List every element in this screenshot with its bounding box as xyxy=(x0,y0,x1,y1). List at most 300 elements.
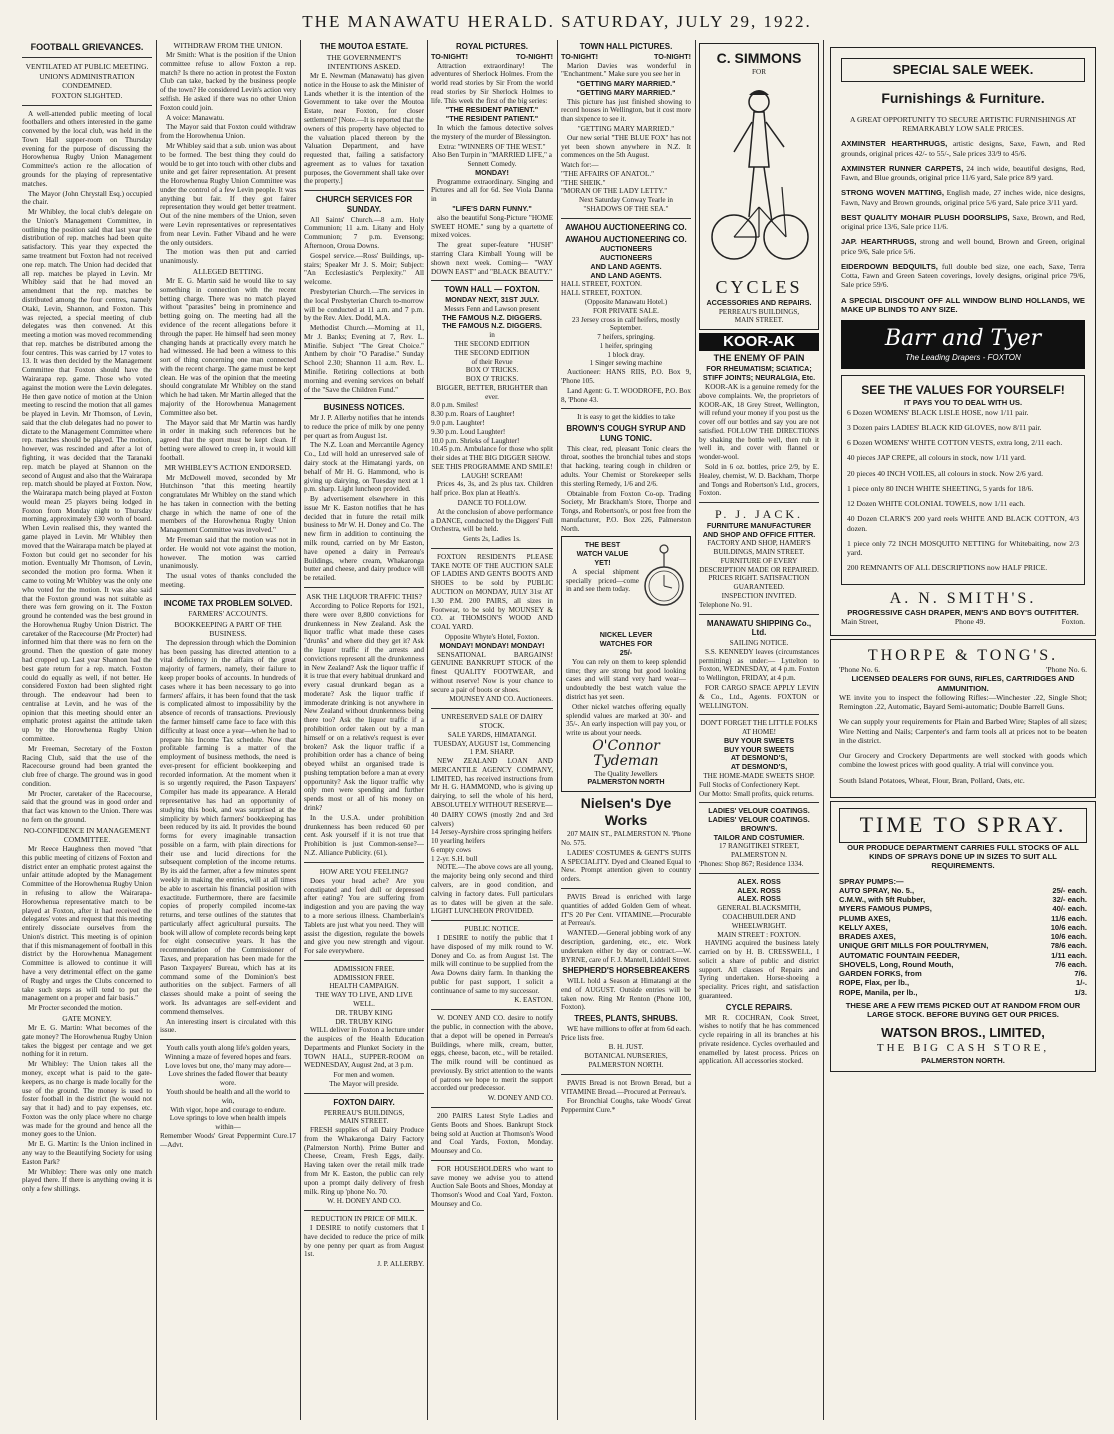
film-title: "GETTING MARY MARRIED." xyxy=(576,87,676,97)
ad-text: MR R. COCHRAN, Cook Street, wishes to notify that he has commenced cycle repairing in all its branches at his private residence. Cycles overhauled and enamelled by latest process. Prices on application. All accessories stocked. xyxy=(699,1013,819,1066)
film-title: "THE RESIDENT PATIENT." xyxy=(445,105,539,115)
ad-line: 1 Singer sewing machine xyxy=(589,359,663,368)
article-paragraph: Mr Procter seconded the motion. xyxy=(28,1004,123,1013)
ad-text: At the conclusion of above performance a DANCE, conducted by the Diggers' Full Orchestra, will be held. xyxy=(431,507,553,534)
ad-text: WE invite you to inspect the following Rifles:—Winchester .22, Single Shot; Remington .22, Automatic, Bayard Semi-automatic; Double Barrell Guns. xyxy=(839,692,1087,712)
ad-text: We can supply your requirements for Plain and Barbed Wire; Staples of all sizes; Wire Netting and Nails; Carpenter's and farm tools all at prices not to be beaten in the district. xyxy=(839,717,1087,745)
ad-title: A. N. SMITH'S. xyxy=(889,589,1037,607)
ad-line: PERREAU'S BUILDINGS, xyxy=(718,307,800,316)
ad-line: PROGRESSIVE CASH DRAPER, MEN'S AND BOY'S OUTFITTER. xyxy=(847,608,1079,618)
koorak-logo: KOOR-AK xyxy=(699,333,819,351)
ad-text: I DESIRE to notify the public that I have disposed of my milk round to W. Doney and Co. as from August 1st. The milk will continue to be supplied from the Awa Downs dairy farm. In thanking the public for past support, I solicit a continuance of same to my successor. xyxy=(431,933,553,995)
ad-title: FOXTON DAIRY. xyxy=(333,1097,395,1107)
ad-line: BUY YOUR SWEETS xyxy=(723,735,795,745)
sale-item: STRONG WOVEN MATTING, English made, 27 inches wide, nice designs, Fawn, Navy and Brown grounds, original price 5/6 yard, Sale price 3/11 yard. xyxy=(841,188,1086,207)
price-row: MYERS FAMOUS PUMPS, 40/- each. xyxy=(839,904,1087,914)
article-paragraph: Mr Reece Haughness then moved "that this public meeting of citizens of Foxton and district enter an emphatic protest against the unfair attitude adopted by the Management Committee of the Horowhenua Rugby Union in refusing to allow the Wairarapa-Horowhenua representative match to be played at Foxton, after it had received the delegates' votes and request that this meeting entirely dissociate ourselves from the Union's district. This meeting is of opinion that if this mismanagement of football in this district by the Horowhenua Management Committee is allowed to continue it will have a very detrimental effect on the game of Rugby and urges the Clubs concerned to take such steps as will tend to put the management on a proper and fair basis." xyxy=(22,845,152,1003)
price-row: SHOVELS, Long, Round Mouth, 7/6 each. xyxy=(839,959,1087,969)
ad-text: FRESH supplies of all Dairy Produce from the Whakaronga Dairy Factory (Palmerston North). Prime Butter and Cheese, Cream, Fresh Eggs, daily. Having taken over the retail milk trade from Mr K. Easton, the public can rely upon a prompt daily delivery of fresh milk. Ring up 'phone No. 70. xyxy=(304,1126,424,1196)
ad-line: AUCTIONEERS xyxy=(599,253,653,263)
value-item: 3 Dozen pairs LADIES' BLACK KID GLOVES, now 8/11 pair. xyxy=(847,422,1042,432)
ad-text: W. DONEY AND CO. desire to notify the public, in connection with the above, that a depot will be opened in Perreau's Buildings, where milk, cream, butter, eggs, cheese, bacon, etc., will be retailed. The milk round will be continued as previously. By strict attention to the wants of patrons we hope to merit the support accorded our predecessor. xyxy=(431,1014,553,1093)
ad-line: LADIES' VELOUR COATINGS. xyxy=(708,806,810,816)
ad-line: 'Phones: Shop 867; Residence 1334. xyxy=(699,860,804,869)
masthead: THE MANAWATU HERALD. SATURDAY, JULY 29, 1922. xyxy=(302,12,812,31)
column-rule xyxy=(427,40,428,1420)
ad-line: AT DESMOND'S, xyxy=(730,762,788,772)
article-paragraph: By advertisement elsewhere in this issue Mr K. Easton notifies that he has decided that in future the retail milk business to Mr W. H. Doney and Co. The new firm in addition to continuing the milk round, carried on by Mr Easton, have opened a dairy in Perreau's Buildings, where cream, Whakaronga butter and cheese, and dairy produce will be retailed. xyxy=(304,495,424,583)
value-item: 200 REMNANTS OF ALL DESCRIPTIONS now HALF PRICE. xyxy=(847,563,1048,573)
ad-line: FOR PRIVATE SALE. xyxy=(593,306,659,315)
subheading: BOOKKEEPING A PART OF THE BUSINESS. xyxy=(174,619,282,638)
ad-line: FOR xyxy=(752,68,766,77)
ad-line: BOX O' TRICKS. xyxy=(465,366,519,375)
ad-line: FACTORY AND SHOP, HAMER'S BUILDINGS, MAIN STREET. xyxy=(707,539,811,557)
ad-text: Our new serial "THE BLUE FOX" has not yet been shown anywhere in N.Z. It commences on the 5th August. xyxy=(561,133,691,160)
ad-text: Obtainable from Foxton Co-op. Trading Society, Mr Brackham's Store, Thorpe and Tongs, and Robertson's, or post free from the manufacturer, P.O. Box 226, Palmerston North. xyxy=(561,489,691,533)
ad-line: HALL STREET, FOXTON. xyxy=(561,289,642,298)
column-4 xyxy=(431,40,553,1430)
column-rule xyxy=(823,40,824,1420)
article-paragraph: An interesting insert is circulated with this issue. xyxy=(160,1017,296,1035)
ad-line: LADIES' VELOUR COATINGS. xyxy=(708,815,810,825)
ad-text: Other nickel watches offering equally splendid values are marked at 30/- and 35/-. An early inspection will pay you, or write us about your needs. xyxy=(566,702,686,738)
ad-text: I DESIRE to notify customers that I have decided to reduce the price of milk by one penny per quart as from August 1st. xyxy=(304,1223,424,1259)
verse-line: Youth calls youth along life's golden years, xyxy=(166,1044,290,1053)
ad-text: FOR CARGO SPACE APPLY LEVIN & Co., Ltd., Agents. FOXTON or WELLINGTON. xyxy=(699,683,819,710)
verse-line: Youth should be health and all the world to win, xyxy=(166,1087,290,1105)
ad-line: SALE YARDS, HIMATANGI. xyxy=(447,730,537,739)
ad-text: FOXTON RESIDENTS PLEASE TAKE NOTE OF THE AUCTION SALE OF LADIES AND GENTS BOOTS AND SHOES to be sold by PUBLIC AUCTION on MONDAY, JULY 31st AT 1.30 P.M. 200 PAIRS, all sizes in Footwear, to be sold by MOUNSEY & CO. at THOMSON'S WOOD AND COAL YARD. xyxy=(431,552,553,632)
ad-text: Land Agent: G. T. WOODROFE, P.O. Box 8, 'Phone 43. xyxy=(561,386,691,404)
ad-line: DON'T FORGET THE LITTLE FOLKS AT HOME! xyxy=(700,719,818,737)
ad-signature: J. P. ALLERBY. xyxy=(377,1260,424,1269)
ad-text: FOR HOUSEHOLDERS who want to save money we advise you to attend Auction Sale Boots and Shoes, Monday at Thomson's Wood and Coal Yard, Foxton. Mounsey and Co. xyxy=(431,1164,553,1209)
ad-title: TOWN HALL PICTURES. xyxy=(579,42,673,51)
ad-signature: W. H. DONEY AND CO. xyxy=(327,1197,401,1206)
ad-title: UNRESERVED SALE OF DAIRY STOCK. xyxy=(441,713,543,730)
ad-line: "MORAN OF THE LADY LETTY." xyxy=(561,187,668,196)
ad-title: TIME TO SPRAY. xyxy=(839,808,1087,843)
ad-text: In which the famous detective solves the mystery of the murder of Blessington. xyxy=(431,124,553,141)
ad-line: PALMERSTON NORTH. xyxy=(921,1055,1005,1065)
article-paragraph: Methodist Church.—Morning at 11, Mr J. Banks; Evening at 7, Rev. L. Minifie. Subject "The Great Choice." Anthem by choir "O Paradise." Sunday School 2.30; Shannon 11 a.m. Rev. L. Minifie. Retiring collections at both morning and evening services on behalf of the "Save the Children Fund." xyxy=(304,324,424,394)
ad-text: OUR PRODUCE DEPARTMENT CARRIES FULL STOCKS OF ALL KINDS OF SPRAYS DONE UP IN SIZES TO SUIT ALL REQUIREMENTS. xyxy=(847,842,1079,871)
ad-text: THESE ARE A FEW ITEMS PICKED OUT AT RANDOM FROM OUR LARGE STOCK. BEFORE BUYING GET OUR PRICES. xyxy=(845,1000,1081,1019)
verse-line: Love shrines the faded flower that beauty wore. xyxy=(168,1070,288,1088)
ad-text: Our Grocery and Crockery Departments are well stocked with goods which combine the lowest prices with good quality. A trial will convince you. xyxy=(839,751,1087,770)
ad-line: "THE AFFAIRS OF ANATOL." xyxy=(561,169,655,178)
article-paragraph: Mr E. Newman (Manawatu) has given notice in the House to ask the Minister of Lands whether it is the intention of the Government to take over the Moutoa Estate, near Foxton, for closer settlement? [Note.—It is reported that the owners of this property have objected to the valuation placed thereon by the Valuation Department, and have requested that, failing a satisfactory agreement as to values for taxation purposes, the Government shall take over the property.] xyxy=(304,72,424,186)
ad-line: THE SECOND EDITION xyxy=(454,339,530,348)
ad-line: AND LAND AGENTS. xyxy=(590,270,662,280)
ad-title: C. SIMMONS xyxy=(716,50,802,66)
ad-line: Opposite Whyte's Hotel, Foxton. xyxy=(444,632,540,641)
ad-line: 6 empty cows xyxy=(431,845,471,854)
ad-line: LICENSED DEALERS FOR GUNS, RIFLES, CARTRIDGES AND AMMUNITION. xyxy=(851,674,1075,693)
ad-text: LADIES' COSTUMES & GENT'S SUITS A SPECIALITY. Dyed and Cleaned Equal to New. Prompt attention given to country orders. xyxy=(561,848,691,884)
ad-text: WE have millions to offer at from 6d each. Price lists free. xyxy=(561,1024,691,1042)
ad-line: Phone 49. xyxy=(954,617,986,627)
ad-title: P. J. JACK. xyxy=(714,507,804,522)
ad-signature: K. EASTON. xyxy=(514,996,553,1005)
ad-line: ADMISSION FREE. xyxy=(333,973,395,982)
article-paragraph: Mr Whibley said that a sub. union was about to be formed. The best thing they could do would be to get into touch with other clubs and unite and get fairer representation. At present the Horowhenua Rugby Union Committee was under the control of a few Levin people. It was anything but fair. If they got fairer representation they would get better treatment. Out of the nine members of the Union, seven were Levin representatives or representatives from near Levin. Father Vibaud and he were the only outsiders. xyxy=(160,141,296,247)
ad-line: PRICES RIGHT. SATISFACTION GUARANTEED. xyxy=(708,574,810,592)
column-6 xyxy=(699,40,819,1430)
article-paragraph: Presbyterian Church.—The services in the local Presbyterian Church to-morrow will be conducted at 11 a.m. and 7 p.m. by the Rev. Alex. Dodd, M.A. xyxy=(304,287,424,323)
ad-line: THE SECOND EDITION xyxy=(454,348,530,357)
value-item: 6 Dozen WOMENS' BLACK LISLE HOSE, now 1/11 pair. xyxy=(847,407,1029,417)
ad-line: 40 DAIRY COWS (mostly 2nd and 3rd calvers) xyxy=(431,810,553,828)
ad-line: Telephone No. 91. xyxy=(699,600,752,609)
ad-line: ALEX. ROSS xyxy=(737,876,781,886)
column-rule xyxy=(156,40,157,1420)
ad-line: "THE SHEIK." xyxy=(561,178,606,187)
ad-text: Attraction extraordinary! The adventures of Sherlock Holmes. From the world read stories by Sir From the world read stories by Sir Sherlock Holmes to life. This week the first of the big series: xyxy=(431,61,553,105)
value-item: 40 Dozen CLARK'S 200 yard reels WHITE AND BLACK COTTON, 4/3 dozen. xyxy=(847,514,1079,533)
ad-signature: B. H. JUST. xyxy=(608,1043,644,1052)
ad-line: 14 Jersey-Ayrshire cross springing heifers xyxy=(431,828,552,837)
spray-ad xyxy=(830,801,1096,1072)
ad-text: South Island Potatoes, Wheat, Flour, Bran, Pollard, Oats, etc. xyxy=(839,775,1025,785)
ad-line: Our Motto: Small profits, quick returns. xyxy=(699,789,814,798)
ad-signature: MOUNSEY AND CO. Auctioneers. xyxy=(449,695,553,704)
ad-line: Next Saturday Conway Tearle in "SHADOWS OF THE SEA." xyxy=(579,196,673,214)
ad-text: Sold in 6 oz. bottles, price 2/9, by E. Healey, chemist, W. D. Backham, Thorpe and Tongs and Robertson's Ltd., grocers, Foxton. xyxy=(699,463,819,498)
price-row: BRADES AXES, 10/6 each. xyxy=(839,932,1087,941)
ad-line: IT PAYS YOU TO DEAL WITH US. xyxy=(903,398,1023,408)
ad-line: 10.45 p.m. Ambulance for those who split their sides at THE BIG DIGGER SHOW. xyxy=(431,445,553,463)
ad-line: BOX O' TRICKS. xyxy=(465,375,519,384)
ad-line: The Mayor will preside. xyxy=(329,1080,399,1089)
ad-line: AND LAND AGENTS. xyxy=(590,261,662,271)
pocket-watch-icon xyxy=(642,541,686,631)
ad-text: HAVING acquired the business lately carried on by H. B. CRESSWELL, I solicit a share of public and district support. All classes of Repairs and Tyring undertaken. Horse-shoeing a speciality. Prices right, and satisfaction guaranteed. xyxy=(699,939,819,1000)
ad-text: WILL deliver in Foxton a lecture under the auspices of the Health Education Departments and Plunket Society in the TOWN HALL, SUPPER-ROOM on WEDNESDAY, August 2nd, at 3 p.m. xyxy=(304,1026,424,1070)
ad-line: Watch for:— xyxy=(561,161,599,170)
ad-line: HEALTH CAMPAIGN. xyxy=(329,982,399,991)
ad-line: of their Revue xyxy=(471,357,513,366)
ad-line: Messrs Fenn and Lawson present xyxy=(444,304,540,313)
ad-line: DANCE TO FOLLOW. xyxy=(457,499,527,507)
film-title: "LIFE'S DARN FUNNY." xyxy=(452,204,532,214)
ad-text: Marion Davies was wonderful in "Enchantment." Make sure you see her in xyxy=(561,61,691,79)
verse-line: Remember Woods' Great Peppermint Cure.—Advt. xyxy=(160,1131,289,1149)
article-paragraph: Does your head ache? Are you constipated and feel dull or depressed after eating? You are suffering from indigestion and you are paving the way to a more serious illness. Chamberlain's Tablets are just what you need. They will assist the digestion, regulate the bowels and give you new strength and vigour. For sale everywhere. xyxy=(304,876,424,956)
price-row: GARDEN FORKS, from 7/6. xyxy=(839,969,1087,978)
special-sale-ad xyxy=(830,47,1096,636)
ad-line: AUCTIONEERS xyxy=(599,244,653,254)
deck: VENTILATED AT PUBLIC MEETING. xyxy=(25,61,149,71)
article-paragraph: The usual votes of thanks concluded the meeting. xyxy=(160,572,296,589)
ad-line: THE BEST xyxy=(584,540,621,550)
tonight-label: TO-NIGHT! xyxy=(516,51,553,61)
ad-line: (Opposite Manawatu Hotel.) xyxy=(584,298,668,306)
ad-title: TREES, PLANTS, SHRUBS. xyxy=(574,1014,678,1024)
ad-line: Also Ben Turpin in "MARRIED LIFE," a Sennett Comedy. xyxy=(432,151,552,169)
article-paragraph: Mr E. G. Martin said he would like to say something in connection with the recent betting charge. There was no match played without "parasites" being in prominence and betting going on. The meeting had all the evidence of the recent allegations before it through the paper. He himself had seen money changing hands at practically every match he had witnessed. He had been a witness to this sort of thing concerning one man connected with the recent charge. The game must be kept clean. He was of the opinion that the meeting should congratulate Mr Whibley on the stand which he had taken. Mr Martin alleged that the majority of the Horowhenua Management Committee also bet. xyxy=(160,277,296,417)
article-paragraph: All Saints' Church.—8 a.m. Holy Communion; 11 a.m. Litany and Holy Communion; 7 p.m. Evensong; Afternoon, Oroua Downs. xyxy=(304,215,424,251)
subheading: FARMERS' ACCOUNTS. xyxy=(188,609,268,619)
subheading: NO-CONFIDENCE IN MANAGEMENT COMMITTEE. xyxy=(23,825,151,844)
value-item: 20 pieces 40 INCH VOILES, all colours in stock. Now 2/6 yard. xyxy=(847,468,1044,478)
ad-text: PAVIS Bread is not Brown Bread, but a VITAMINE Bread.—Procured at Perreau's. xyxy=(561,1078,691,1096)
cyclist-illustration xyxy=(704,77,814,277)
ad-text: Auctioneer: HANS RIIS, P.O. Box 9, 'Phone 105. xyxy=(561,368,691,386)
article-paragraph: Mr Freeman, Secretary of the Foxton Racing Club, said that the use of the Racecourse ground had been granted the club free of charge. The ground was in good condition. xyxy=(22,744,152,788)
ad-line: THE WAY TO LIVE, AND LIVE WELL. xyxy=(315,991,413,1008)
ad-text: S.S. KENNEDY leaves (circumstances permitting) as under:— Lyttelton to Foxton, WEDNESDAY, at 4 p.m. Foxton to Wellington, FRIDAY, at 4 p.m. xyxy=(699,647,819,683)
ad-line: INSPECTION INVITED. xyxy=(721,592,797,601)
ad-line: HALL STREET, FOXTON. xyxy=(561,280,642,289)
ad-text: PAVIS Bread is enriched with large quantities of added Golden Gem of wheat. IT'S 20 Per Cent. VITAMINE.—Procurable at Perreau's. xyxy=(561,893,691,928)
ad-line: TAILOR AND COSTUMIER. xyxy=(713,832,805,842)
film-title: "GETTING MARY MARRIED." xyxy=(577,125,675,133)
ad-text: You can rely on them to keep splendid time; they are strong but good looking cases and will stand very hard wear—undoubtedly the best watch value the district has yet seen. xyxy=(566,657,686,701)
deck: FOXTON SLIGHTED. xyxy=(51,91,123,101)
simmons-ad xyxy=(699,43,819,330)
ad-line: WATCHES FOR xyxy=(599,639,653,649)
article-paragraph: The motion was then put and carried unanimously. xyxy=(160,248,296,266)
film-title: "THE RESIDENT PATIENT." xyxy=(445,114,539,124)
ad-title: ROYAL PICTURES. xyxy=(455,42,528,51)
article-paragraph: The Mayor (John Chrystall Esq.) occupied the chair. xyxy=(22,189,152,207)
ad-line: 7 heifers, springing. xyxy=(597,333,655,342)
article-paragraph: Gospel service.—Ross' Buildings, up-stairs; Speaker Mr J. S. Moir; Subject: "An Ecclesiastic's Perplexity." All welcome. xyxy=(304,251,424,287)
ad-line: DR. TRUBY KING xyxy=(335,1017,393,1026)
ad-line: AT DESMOND'S, xyxy=(730,753,788,763)
column-7 xyxy=(830,40,1096,1430)
ad-text: Programme extraordinary. Singing and Pictures and all for 6d. See Viola Danna in xyxy=(431,177,553,204)
ad-line: FURNITURE MANUFACTURER AND SHOP AND OFFICE FITTER. xyxy=(702,520,816,539)
column-5 xyxy=(561,40,691,1430)
article-paragraph: Mr Whibley, the local club's delegate on the Union's Management Committee, in outlining the position said that last year the distribution of rep. matches had been quite satisfactory. This year they expected the same treatment but Foxton had not received one rep. match. The Union had decided that all rep. matches be played in Levin. Mr Whibley said that he had moved an amendment that the rep. matches be distributed among the four centres, namely Otaki, Levin, Shannon, and Foxton. This was rejected, a special meeting of club delegates was then convened. At this meeting a motion was moved recommending that rep. matches be distributed among the four centres. This was carried by 17 votes to 13. It was then decided by the Management Committee that Foxton should have the Wairarapa rep. game. Those who voted against the motion were the Levin delegates. He then gave notice of motion at the Union meeting to rescind the motion that all games be played in Levin. Mr Thomson, of Levin, said that the club delegates had no power to dictate to the Management Committee where rep. matches should be played. The motion, however, was rescinded and after a lot of fighting, it was decided that the Taranaki rep. match be played at Shannon on the second of August and also that the Wairarapa rep. match should be played at Foxton. Now, the Wairarapa match being played at Foxton would mean 25 players being lodged in Foxton from Monday night to Thursday morning, approximately £30 worth of board. When Levin realised this, they wanted the game played in Levin. Mr Whibley then moved that the Wairarapa match be played at Foxton but could get no seconder for his motion. Eventually Mr Thomson, of Levin, seconded the motion pro forma. When it came to voting Mr Whibley was the only one who voted for the motion. It was also said that the Foxton ground was not suitable as there was fern growing on it. The Foxton ground he contended was the best ground in the Horowhenua Rugby Union District. The caretaker of the Racecourse (Mr Procter) had informed him that there was no fern on the ground. Then the question of gate money had cropped up. Last year Shannon had the best gate return for a rep. match. Foxton could do equally as well, if not better. He considered Foxton had been slighted right through. The endeavour had been to centralise at Levin, and he was of the opinion that this meeting should enter an emphatic protest against the attitude taken up by the Horowhenua Rugby Union committee. xyxy=(22,208,152,743)
ad-title: BROWN'S COUGH SYRUP AND LUNG TONIC. xyxy=(566,424,686,443)
ad-line: WATCH VALUE xyxy=(576,549,629,559)
article-paragraph: In the U.S.A. under prohibition drunkenness has been reduced 60 per cent. Ask yourself if it is not true that Prohibition is just Common-sense?—N.Z. Alliance Publicity. (61). xyxy=(304,813,424,857)
ad-line: 9.30 p.m. Loud Laughter! xyxy=(431,427,506,436)
ad-line: THE HOME-MADE SWEETS SHOP. xyxy=(703,772,815,781)
article-paragraph: Mr Whibley: There was only one match played there. If there is anything owing it is only a few shillings. xyxy=(22,1167,152,1194)
ad-text: A GREAT OPPORTUNITY TO SECURE ARTISTIC FURNISHINGS AT REMARKABLY LOW SALE PRICES. xyxy=(849,114,1076,134)
headline: INCOME TAX PROBLEM SOLVED. xyxy=(163,598,293,608)
ad-title: AWAHOU AUCTIONEERING CO. xyxy=(565,222,687,232)
column-1 xyxy=(22,40,152,1430)
watch-ad xyxy=(561,536,691,792)
ad-text: SENSATIONAL BARGAINS! GENUINE BANKRUPT STOCK of the finest QUALITY FOOTWEAR, and without reserve! Now is your chance to secure a pair of boots or shoes. xyxy=(431,650,553,694)
article-paragraph: Mr Freeman said that the motion was not in order. He would not vote against the motion, however. The motion was carried unanimously. xyxy=(160,536,296,571)
jeweller-logo: Tydeman xyxy=(593,753,659,770)
ad-line: 10 yearling heifers xyxy=(431,837,485,846)
article-paragraph: The depression through which the Dominion has been passing has directed attention to a vital deficiency in the affairs of the great majority of farmers, namely, their failure to keep proper books of accounts. In hundreds of cases where it has been necessary to go into farmers' affairs, it has been found that the task is complicated almost to impossibility by the absence of records of transactions. Previously the farmer himself came face to face with this difficulty at least once a year—when he had to prepare his Income Tax schedule. Now that profitable farming is a matter of the employment of business methods, the need is ever-present for efficient bookkeeping and recorded information. At the moment when it is so urgently required, the Pason Taxpayers' Compiler has made its appearance. A Herald representative has had an opportunity of studying this book, and was surprised at the simplicity by which farmers' bookkeeping has been reduced by its aid. It provides the bound forms for every imaginable transaction possible on a farm, with plain directions for their use and lucid directions for the subsequent completion of the income returns. By its aid the farmer, after a few minutes spent weekly in making the entries, will at all times be able to ascertain his financial position with exactitude. Furthermore, there are facsimile copies of properly compiled income-tax returns, and terse outlines of the statutes that particularly affect agricultural pursuits. The book will allow of complete records being kept for eight consecutive years. It has the recommendation of the Commissioner of Taxes, and preparation has been made for the Pason Taxpayers' Bureau, which has at its command some of the Dominion's best authorities on the subject. Farmers of all classes should make a point of seeing the work. Its advantages are self-evident and commend themselves. xyxy=(160,638,296,1016)
value-item: 6 Dozen WOMENS' WHITE COTTON VESTS, extra long, 2/11 each. xyxy=(847,438,1063,448)
ad-line: Main Street, xyxy=(841,617,879,627)
subheading: GATE MONEY. xyxy=(62,1013,112,1023)
ad-text: The great super-feature "HUSH" starring Clara Kimball Young will be shown next week. Coming— "WAY DOWN EAST" and "BLACK BEAUTY." xyxy=(431,241,553,276)
column-rule xyxy=(557,40,558,1420)
ad-text: WILL hold a Season at Himatangi at the end of AUGUST. Outside entries will be taken now. Ring Mr Renton (Phone 100, Foxton). xyxy=(561,977,691,1012)
ad-line: MONDAY! xyxy=(475,167,509,177)
article-paragraph: A well-attended public meeting of local footballers and others interested in the game convened by the local club, was held in the Town Hall supper-room on Thursday evening for the purpose of discussing the Horowhenua Rugby Union Management Committee's action re the allocation of grounds for the playing of representative matches. xyxy=(22,109,152,188)
ad-line: NICKEL LEVER xyxy=(599,630,653,640)
ad-text: WANTED.—General jobbing work of any description, gardening, etc., etc. Work undertaken either by day or contract.—W. BYRNE, care of F. J. Mantell, Liddell Street. xyxy=(561,929,691,964)
ad-signature: W. DONEY AND CO. xyxy=(487,1094,553,1103)
ad-text: For Bronchial Coughs, take Woods' Great Peppermint Cure.* xyxy=(561,1097,691,1115)
ad-text: This picture has just finished showing to record houses in Wellington, but it cost more than sixpence to see it. xyxy=(561,97,691,124)
price-row: KELLY AXES, 10/6 each. xyxy=(839,922,1087,932)
ad-line: THE FAMOUS N.Z. DIGGERS. xyxy=(442,321,542,331)
article-paragraph: Mr E. G. Martin: Is the Union inclined in any way to the Beautifying Society for using Easton Park? xyxy=(22,1140,152,1166)
ad-line: PERREAU'S BUILDINGS, xyxy=(323,1108,405,1117)
ad-line: ACCESSORIES AND REPAIRS. xyxy=(706,297,812,307)
ad-line: MONDAY NEXT, 31ST JULY. xyxy=(445,295,539,305)
ad-title: MANAWATU SHIPPING Co., Ltd. xyxy=(706,618,812,638)
ad-text: A SPECIAL DISCOUNT OFF ALL WINDOW BLIND HOLLANDS, WE MAKE UP BLINDS TO ANY SIZE. xyxy=(841,295,1085,314)
ad-line: 17 RANGITIKEI STREET, PALMERSTON N. xyxy=(719,842,799,860)
ad-line: in xyxy=(489,331,495,340)
article-paragraph: Mr Procter, caretaker of the Racecourse, said that the ground was in good order and that fact was known to the Union. There was no fern on the ground. xyxy=(22,789,152,825)
ad-line: 1 block dray. xyxy=(607,350,645,359)
value-item: 1 piece only 80 INCH WHITE SHEETING, 5 yards for 18/6. xyxy=(847,483,1034,493)
thorpe-tongs-ad xyxy=(830,639,1096,798)
subheading: MR WHIBLEY'S ACTION ENDORSED. xyxy=(164,463,292,473)
value-item: 1 piece only 72 INCH MOSQUITO NETTING for Whitebaiting, now 2/3 yard. xyxy=(847,538,1079,558)
article-paragraph: Mr E. G. Martin: What becomes of the gate money? The Horowhenua Rugby Union takes the biggest per centage and we get nothing for it in return. xyxy=(22,1024,152,1059)
ad-line: ADMISSION FREE. xyxy=(333,964,395,973)
value-item: 40 pieces JAP CREPE, all colours in stock, now 1/11 yard. xyxy=(847,453,1026,463)
ad-text: KOOR-AK is a genuine remedy for the above complaints. We, the proprietors of KOOR-AK, 18 Grey Street, Wellington, will refund your money if you post us the cover off our bottles and say you are not satisfied. FOLLOW THE DIRECTIONS by shaking the bottle well, then rub it well in, and cover with flannel or wonder-wool. xyxy=(699,382,819,462)
price-row: ROPE, Flax, per lb., 1/-. xyxy=(839,978,1087,988)
column-2 xyxy=(160,40,296,1430)
column-3 xyxy=(304,40,424,1430)
ad-line: TUESDAY, AUGUST 1st, Commencing 1 P.M. SHARP. xyxy=(433,739,551,757)
article-paragraph: Mr J. P. Allerby notifies that he intends to reduce the price of milk by one penny per quart as from August 1st. xyxy=(304,414,424,440)
ad-line: 1 2-yr. S.H. bull xyxy=(431,854,478,863)
article-paragraph: Mr McDowell moved, seconded by Mr Hutchinson "that this meeting heartily congratulates Mr Whibley on the stand which he has taken in connection with the betting charge in which the name of one of the members of the Horowhenua Rugby Union Management Committee was involved." xyxy=(160,473,296,535)
ad-line: MAIN STREET. xyxy=(734,316,784,325)
subheading: ALLEGED BETTING. xyxy=(192,266,264,276)
ad-title: SPECIAL SALE WEEK. xyxy=(841,58,1085,82)
ad-line: BUY YOUR SWEETS xyxy=(723,744,795,754)
ad-text: Prices 4s, 3s, and 2s plus tax. Children half price. Box plan at Heath's. xyxy=(431,480,553,498)
column-rule xyxy=(695,40,696,1420)
ad-title: Furnishings & Furniture. xyxy=(881,89,1045,106)
ad-line: 1 heifer, springing xyxy=(599,341,653,350)
ad-title: TOWN HALL — FOXTON. xyxy=(444,285,540,295)
ad-line: MONDAY! MONDAY! MONDAY! xyxy=(439,640,545,650)
value-item: 12 Dozen WHITE COLONIAL TOWELS, now 1/11 each. xyxy=(847,499,1026,509)
ad-line: 8.30 p.m. Roars of Laughter! xyxy=(431,410,515,419)
subheading: ASK THE LIQUOR TRAFFIC THIS? xyxy=(306,591,422,601)
ad-line: FOR RHEUMATISM; SCIATICA; STIFF JOINTS; NEURALGIA, Etc. xyxy=(702,364,816,383)
article-paragraph: The N.Z. Loan and Mercantile Agency Co., Ltd will hold an unreserved sale of dairy stock at the Himatangi yards, on behalf of Mr H. G. Hammond, who is giving up dairying, on Tuesday next at 1 p.m. sharp. Light luncheon provided. xyxy=(304,441,424,494)
ad-line: ALEX. ROSS xyxy=(737,894,781,904)
ad-line: MAIN STREET : FOXTON. xyxy=(717,930,801,939)
ad-title: Nielsen's Dye Works xyxy=(580,795,672,829)
ad-line: ALEX. ROSS xyxy=(737,885,781,895)
ad-line: SEE THIS PROGRAMME AND SMILE! LAUGH! SCREAM! xyxy=(431,462,553,480)
headline: BUSINESS NOTICES. xyxy=(323,403,405,413)
ad-text: NOTE.—The above cows are all young, the majority being only second and third calvers, are in good condition, and calving in factory dates. Full particulars as to dates will be given at the sale. LIGHT LUNCHEON PROVIDED. xyxy=(431,863,553,916)
subheading: THE GOVERNMENT'S INTENTIONS ASKED. xyxy=(326,52,402,71)
ad-title: THORPE & TONG'S. xyxy=(867,646,1059,664)
article-paragraph: A voice: Manawatu. xyxy=(166,113,225,122)
ad-title: THE ENEMY OF PAIN xyxy=(713,353,805,364)
ad-line: 10.0 p.m. Shrieks of Laughter! xyxy=(431,436,520,445)
headline: CHURCH SERVICES FOR SUNDAY. xyxy=(315,195,413,214)
ad-line: 23 Jersey cross in calf heifers, mostly September. xyxy=(572,315,680,333)
ad-line: THE FAMOUS N.Z. DIGGERS. xyxy=(442,312,542,322)
price-row: UNIQUE GRIT MILLS FOR POULTRYMEN, 78/6 each. xyxy=(839,941,1087,951)
deck: UNION'S ADMINISTRATION CONDEMNED. xyxy=(39,72,135,91)
jeweller-logo: O'Connor xyxy=(592,737,660,754)
verse-number: 17 xyxy=(288,1131,296,1140)
article-paragraph: The Mayor said that Mr Martin was hardly in order in making such references but he agreed that the sport must be kept clean. If betting were allowed to creep in, it would kill football. xyxy=(160,418,296,462)
verse-line: Love springs to love when health impels within— xyxy=(169,1114,287,1132)
ad-text: NEW ZEALAND LOAN AND MERCANTILE AGENCY COMPANY, LIMITED, has received instructions from Mr H. G. HAMMOND, who is giving up dairying, to sell the whole of his herd, ABSOLUTELY WITHOUT RESERVE— xyxy=(431,757,553,809)
ad-line: 'Phone No. 6. xyxy=(1045,665,1087,675)
barr-tyer-logo: Barr and Tyer The Leading Drapers - FOXTON xyxy=(841,320,1085,369)
ad-line: Full Stocks of Confectionery Kept. xyxy=(699,780,800,789)
ad-line: PALMERSTON NORTH xyxy=(587,777,665,787)
ad-line: SAILING NOTICE. xyxy=(729,639,789,648)
price-row: AUTO SPRAY, No. 5., 25/- each. xyxy=(839,885,1087,895)
column-rule xyxy=(300,40,301,1420)
ad-line: GENERAL BLACKSMITH, COACHBUILDER AND WHEELWRIGHT. xyxy=(717,904,801,930)
price-row: PLUMB AXES, 11/6 each. xyxy=(839,913,1087,923)
ad-line: YET! xyxy=(594,558,611,568)
price-row: C.M.W., with 5ft Rubber, 32/- each. xyxy=(839,895,1087,904)
ad-signature: BOTANICAL NURSERIES, xyxy=(584,1052,668,1061)
price-row: AUTOMATIC FOUNTAIN FEEDER, 1/11 each. xyxy=(839,950,1087,960)
ad-line: Gents 2s, Ladies 1s. xyxy=(463,535,521,544)
ad-title: PUBLIC NOTICE. xyxy=(464,925,520,934)
ad-line: BROWN'S. xyxy=(740,823,778,833)
subheading: WITHDRAW FROM THE UNION. xyxy=(173,41,283,50)
ad-line: Extra: "WINNERS OF THE WEST." xyxy=(438,142,546,151)
subheading: HOW ARE YOU FEELING? xyxy=(319,866,409,876)
ad-line: 25/- xyxy=(619,648,633,658)
ad-text: 207 MAIN ST., PALMERSTON N. 'Phone No. 575. xyxy=(561,830,691,848)
ad-title: REDUCTION IN PRICE OF MILK. xyxy=(310,1215,417,1224)
price-row: ROPE, Manila, per lb., 1/3. xyxy=(839,987,1087,997)
sale-item: JAP. HEARTHRUGS, strong and well bound, Brown and Green, original price 9/6, Sale price 5/6. xyxy=(841,237,1085,256)
article-paragraph: The Mayor said that Foxton could withdraw from the Horowhenua Union. xyxy=(160,123,296,141)
ad-title: AWAHOU AUCTIONEERING CO. xyxy=(565,234,687,244)
ad-line: The Quality Jewellers xyxy=(594,769,658,778)
sale-item: EIDERDOWN BEDQUILTS, full double bed size, one each, Saxe, Terra Cotta, Fawn and Green Sateen coverings, lovely designs, original price 79/6, Sale price 59/6. xyxy=(841,261,1086,290)
ad-line: 'Phone No. 6. xyxy=(839,665,881,675)
ad-line: MAIN STREET. xyxy=(339,1117,389,1126)
ad-title: CYCLES xyxy=(715,276,803,297)
article-paragraph: Mr Smith: What is the position if the Union committee refuse to allow Foxton a rep. match? Is there no action in protest the Foxton Club can take, backed by the business people of the town? He considered Levin's action very selfish. He asked if there was no other Union Foxton could join. xyxy=(160,51,296,112)
ad-line: 8.0 p.m. Smiles! xyxy=(431,401,479,410)
sale-item: BEST QUALITY MOHAIR PLUSH DOORSLIPS, Saxe, Brown, and Red, original price 13/6, Sale price 11/6. xyxy=(841,212,1085,232)
ad-text: A special shipment specially priced—come in and see them today. xyxy=(566,567,639,594)
ad-line: 9.0 p.m. Laughter! xyxy=(431,418,485,427)
tonight-label: TO-NIGHT! xyxy=(561,51,598,61)
ad-text: 200 PAIRS Latest Style Ladies and Gents Boots and Shoes. Bankrupt Stock being sold at Auction at Thomson's Wood and Coal Yards, Foxton, Monday. Mounsey and Co. xyxy=(431,1112,553,1156)
headline: FOOTBALL GRIEVANCES. xyxy=(30,42,144,52)
article-paragraph: Mr Whibley: The Union takes all the money, except what is paid to the gate-keepers, as no charge is made locally for the use of the ground. The money is used to foster football in the district (he would not say that it had) and to pay expenses, etc. Foxton was the only place where no charge was made for the ground and hence all the money goes to the Union. xyxy=(22,1060,152,1139)
ad-line: For men and women. xyxy=(333,1071,395,1080)
ad-line: Foxton. xyxy=(1061,617,1085,627)
ad-line: DR. TRUBY KING xyxy=(335,1008,393,1017)
article-paragraph: According to Police Reports for 1921, there were over 8,800 convictions for drunkenness in New Zealand. Ask the liquor traffic what made these cases "drunks" and where did they get it? Ask the liquor traffic if the arrests and convictions represent all the drunkenness in New Zealand? Ask the liquor traffic if it is true that every habitual drunkard and every casual drunkard began as a moderate? Ask the liquor traffic if immoderate drinking is not anywhere in New Zealand without drunkenness being there too? Ask the liquor traffic if a prohibition order taken out by a man himself or on a relative's request is ever broken? Ask the liquor traffic if a prohibition order has a chance of being obeyed whilst an organised trade is pushing temptation before a man at every opportunity? Ask the liquor traffic why only men were spending and further spends most or all of his money on drink? xyxy=(304,602,424,813)
ad-title: SEE THE VALUES FOR YOURSELF! xyxy=(861,382,1065,397)
verse-line: With vigor, hope and courage to endure. xyxy=(170,1105,286,1114)
